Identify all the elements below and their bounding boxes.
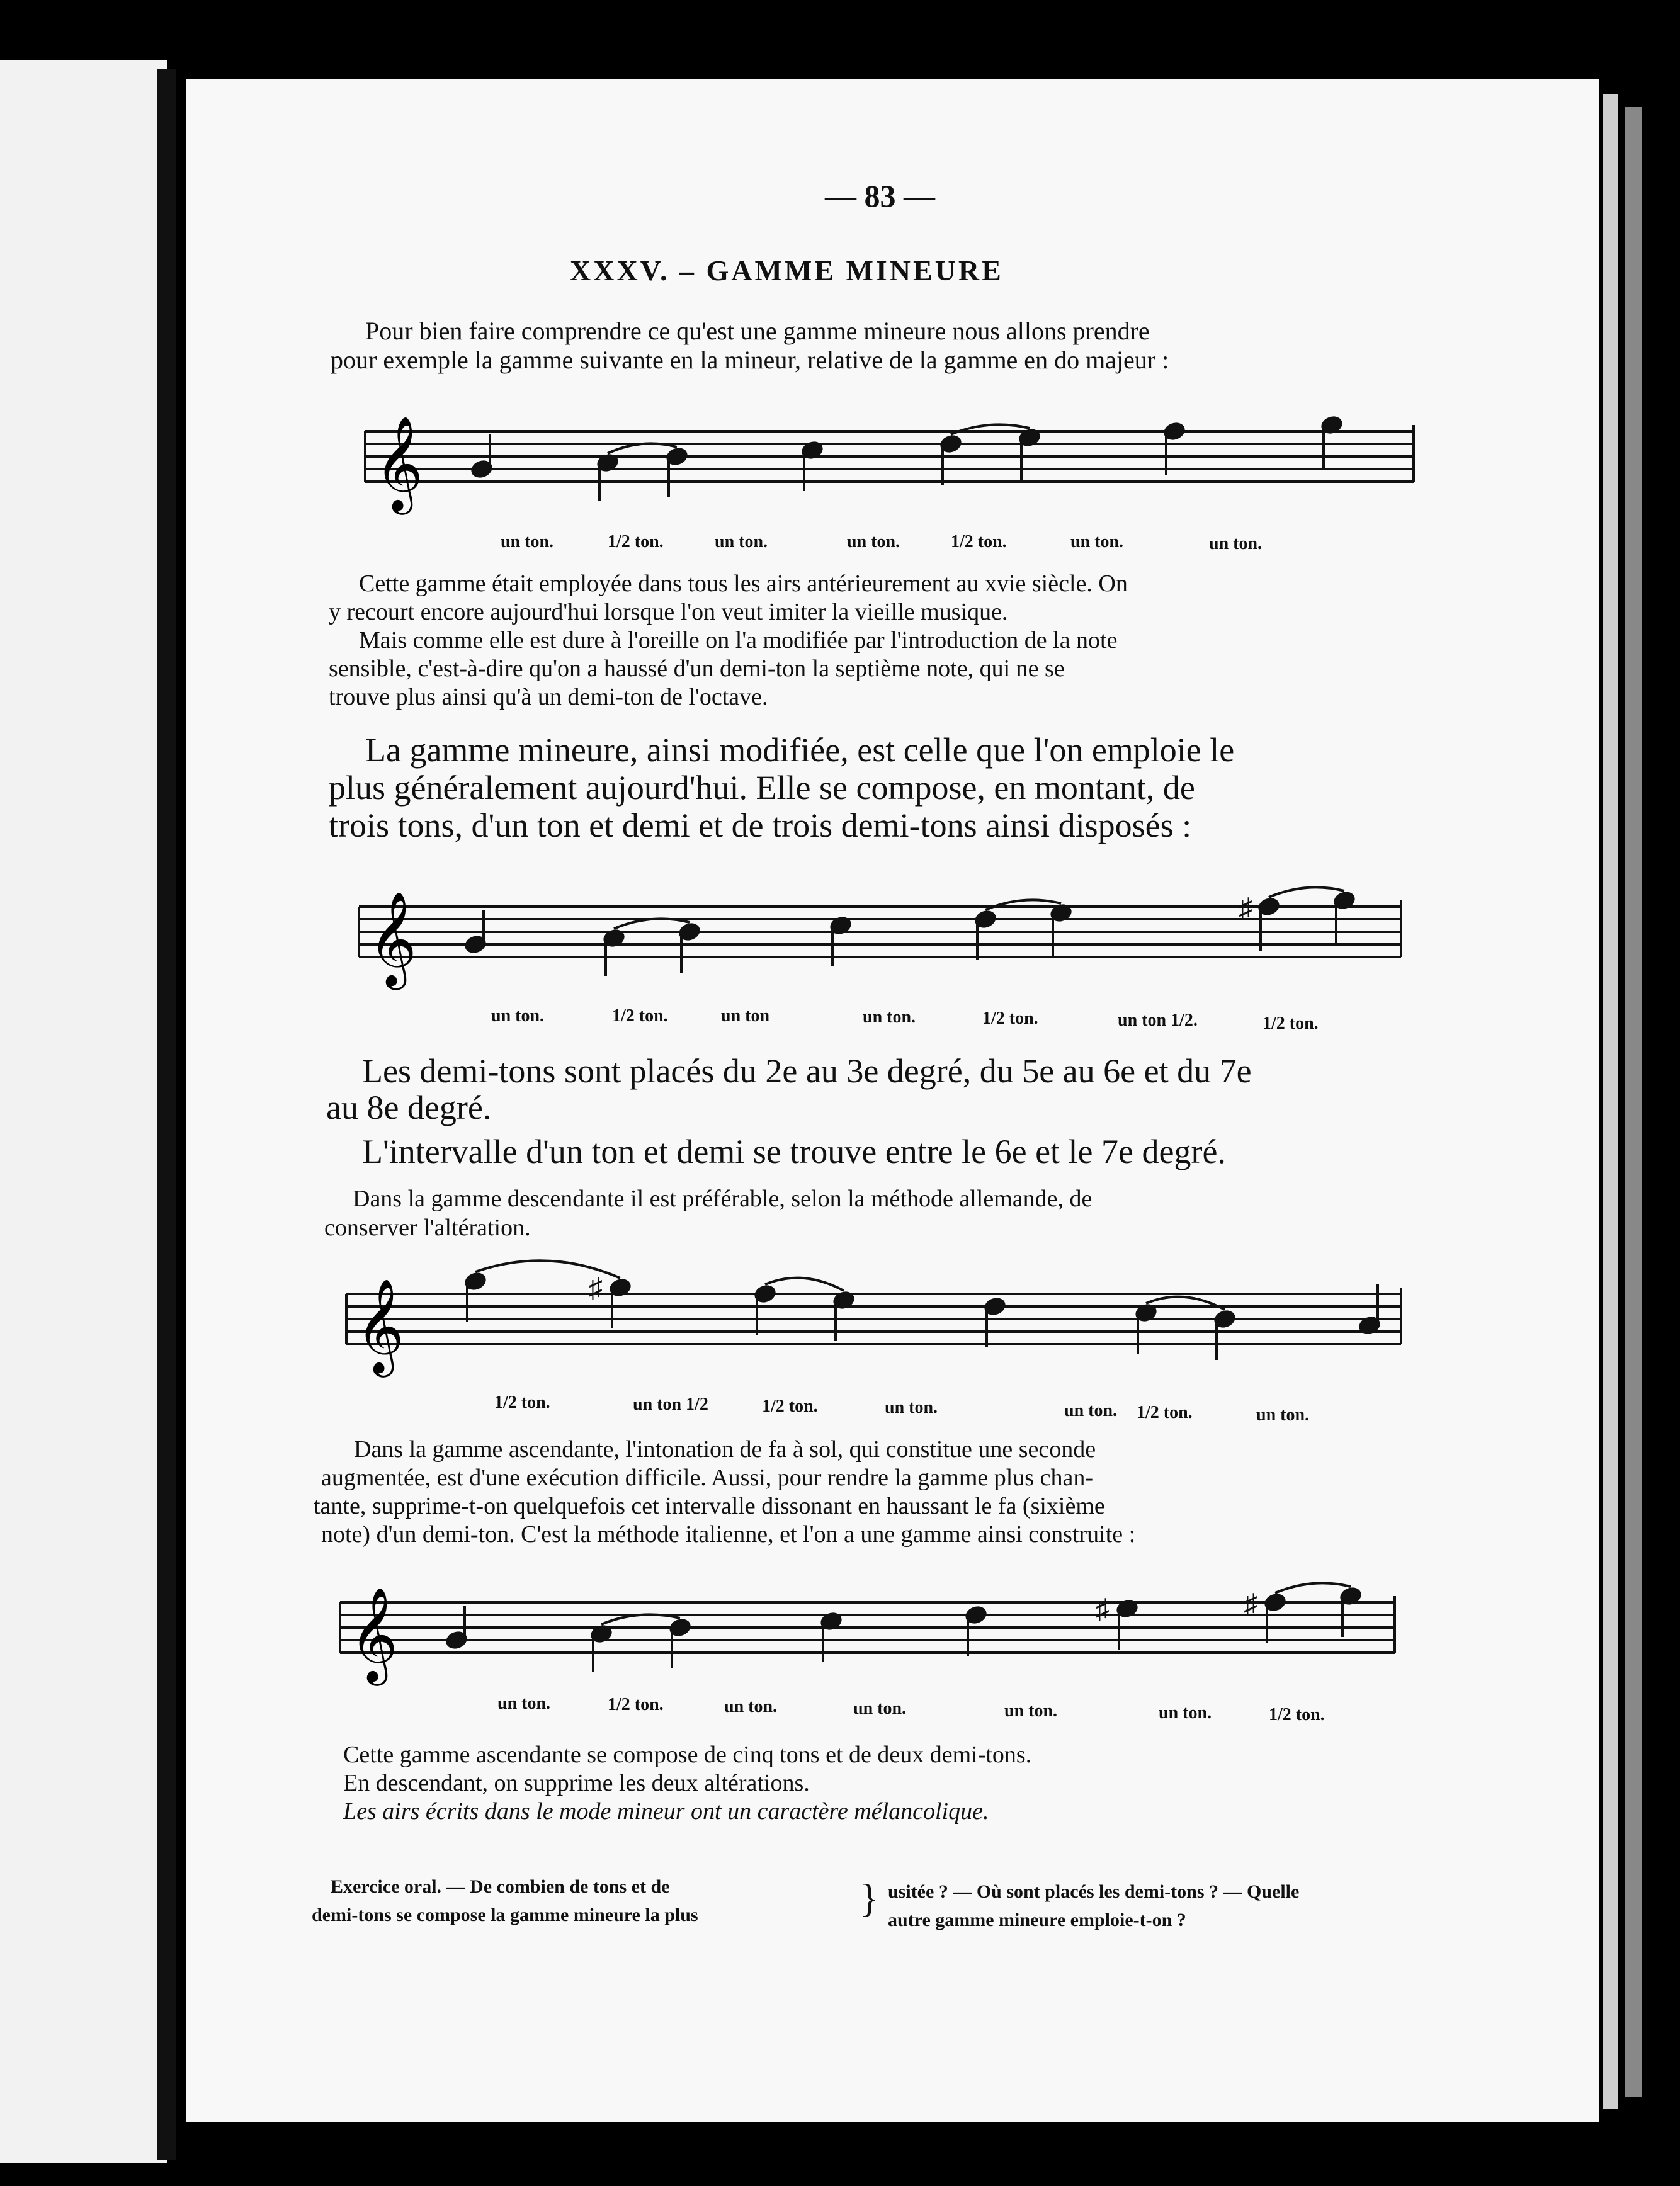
interval-label: 1/2 ton. bbox=[762, 1396, 818, 1416]
page-number: — 83 — bbox=[825, 178, 935, 213]
paragraph-line: Mais comme elle est dure à l'oreille on l'a modifiée par l'introduction de la note bbox=[359, 627, 1118, 654]
exercise-line: autre gamme mineure emploie-t-on ? bbox=[888, 1910, 1186, 1930]
exercise-line: usitée ? — Où sont placés les demi-tons ? — Quelle bbox=[888, 1881, 1300, 1902]
section-title: XXXV. – GAMME MINEURE bbox=[570, 254, 1004, 286]
interval-label: un ton. bbox=[863, 1007, 916, 1027]
paragraph-line: Cette gamme était employée dans tous les airs antérieurement au xvie siècle. On bbox=[359, 570, 1128, 597]
interval-label: un ton. bbox=[885, 1398, 938, 1417]
interval-label: 1/2 ton. bbox=[951, 532, 1007, 552]
music-staff-3 bbox=[337, 1253, 1420, 1404]
music-staff-2 bbox=[349, 878, 1420, 1017]
interval-label: un ton. bbox=[847, 532, 900, 552]
paragraph-line: y recourt encore aujourd'hui lorsque l'on veut imiter la vieille musique. bbox=[329, 599, 1008, 625]
paragraph-line: La gamme mineure, ainsi modifiée, est celle que l'on emploie le bbox=[365, 731, 1235, 769]
treble-clef-icon: 𝄞 bbox=[375, 415, 423, 511]
brace-icon: } bbox=[860, 1876, 879, 1920]
page-edge bbox=[1603, 94, 1618, 2109]
paragraph-line: L'intervalle d'un ton et demi se trouve entre le 6e et le 7e degré. bbox=[362, 1133, 1226, 1170]
paragraph-line: Les demi-tons sont placés du 2e au 3e degré, du 5e au 6e et du 7e bbox=[362, 1052, 1252, 1090]
interval-label: un ton bbox=[721, 1006, 770, 1026]
book-gutter bbox=[157, 69, 176, 2160]
paragraph-line: tante, supprime-t-on quelquefois cet intervalle dissonant en haussant le fa (sixième bbox=[314, 1493, 1105, 1519]
treble-clef-icon: 𝄞 bbox=[368, 890, 417, 986]
interval-label: un ton. bbox=[724, 1697, 778, 1716]
paragraph-line: Dans la gamme ascendante, l'intonation de fa à sol, qui constitue une seconde bbox=[354, 1436, 1096, 1463]
paragraph-line: augmentée, est d'une exécution difficile. Aussi, pour rendre la gamme plus chan- bbox=[321, 1464, 1093, 1491]
page-edge bbox=[1625, 107, 1642, 2097]
exercise-line: Exercice oral. — De combien de tons et de bbox=[331, 1876, 670, 1897]
interval-label: un ton. bbox=[501, 532, 554, 552]
paragraph-line: plus généralement aujourd'hui. Elle se compose, en montant, de bbox=[329, 769, 1195, 807]
interval-label: un ton. bbox=[1159, 1703, 1212, 1723]
interval-label: 1/2 ton. bbox=[1137, 1403, 1193, 1422]
treble-clef-icon: 𝄞 bbox=[349, 1586, 398, 1682]
interval-label: un ton. bbox=[1070, 532, 1124, 552]
paragraph-line: Les airs écrits dans le mode mineur ont un caractère mélancolique. bbox=[343, 1798, 989, 1825]
paragraph-line: Dans la gamme descendante il est préférable, selon la méthode allemande, de bbox=[353, 1186, 1093, 1212]
treble-clef-icon: 𝄞 bbox=[356, 1277, 404, 1373]
sharp-icon: ♯ bbox=[1096, 1594, 1110, 1624]
paragraph-line: note) d'un demi-ton. C'est la méthode italienne, et l'on a une gamme ainsi construite : bbox=[321, 1521, 1136, 1548]
music-staff-1 bbox=[356, 403, 1426, 541]
interval-label: un ton. bbox=[497, 1694, 551, 1713]
interval-label: 1/2 ton. bbox=[612, 1006, 668, 1026]
interval-label: 1/2 ton. bbox=[494, 1393, 550, 1412]
interval-label: un ton. bbox=[1209, 534, 1263, 553]
interval-label: 1/2 ton. bbox=[608, 532, 664, 552]
interval-label: 1/2 ton. bbox=[1269, 1705, 1325, 1724]
interval-label: un ton. bbox=[715, 532, 768, 552]
interval-label: 1/2 ton. bbox=[1263, 1014, 1319, 1033]
interval-label: 1/2 ton. bbox=[982, 1009, 1038, 1028]
interval-label: un ton. bbox=[1004, 1701, 1058, 1721]
interval-label: un ton. bbox=[1256, 1405, 1310, 1425]
paragraph-line: En descendant, on supprime les deux altérations. bbox=[343, 1770, 810, 1796]
paragraph-line: trouve plus ainsi qu'à un demi-ton de l'octave. bbox=[329, 684, 768, 710]
music-staff-4 bbox=[331, 1568, 1414, 1713]
left-page bbox=[0, 60, 167, 2163]
exercise-line: demi-tons se compose la gamme mineure la plus bbox=[312, 1905, 698, 1925]
interval-label: un ton. bbox=[491, 1006, 545, 1026]
sharp-icon: ♯ bbox=[589, 1272, 603, 1303]
sharp-icon: ♯ bbox=[1239, 893, 1252, 924]
interval-label: 1/2 ton. bbox=[608, 1695, 664, 1714]
interval-label: un ton 1/2. bbox=[1118, 1011, 1198, 1030]
interval-label: un ton. bbox=[1064, 1401, 1118, 1420]
intro-line: Pour bien faire comprendre ce qu'est une gamme mineure nous allons prendre bbox=[365, 317, 1150, 345]
paragraph-line: Cette gamme ascendante se compose de cinq tons et de deux demi-tons. bbox=[343, 1741, 1032, 1768]
interval-label: un ton. bbox=[853, 1699, 907, 1718]
paragraph-line: au 8e degré. bbox=[326, 1089, 492, 1126]
paragraph-line: conserver l'altération. bbox=[324, 1215, 531, 1241]
intro-line: pour exemple la gamme suivante en la mineur, relative de la gamme en do majeur : bbox=[331, 346, 1169, 374]
paragraph-line: sensible, c'est-à-dire qu'on a haussé d'un demi-ton la septième note, qui ne se bbox=[329, 655, 1065, 682]
sharp-icon: ♯ bbox=[1244, 1589, 1257, 1619]
paragraph-line: trois tons, d'un ton et demi et de trois demi-tons ainsi disposés : bbox=[329, 807, 1192, 844]
interval-label: un ton 1/2 bbox=[633, 1395, 708, 1414]
